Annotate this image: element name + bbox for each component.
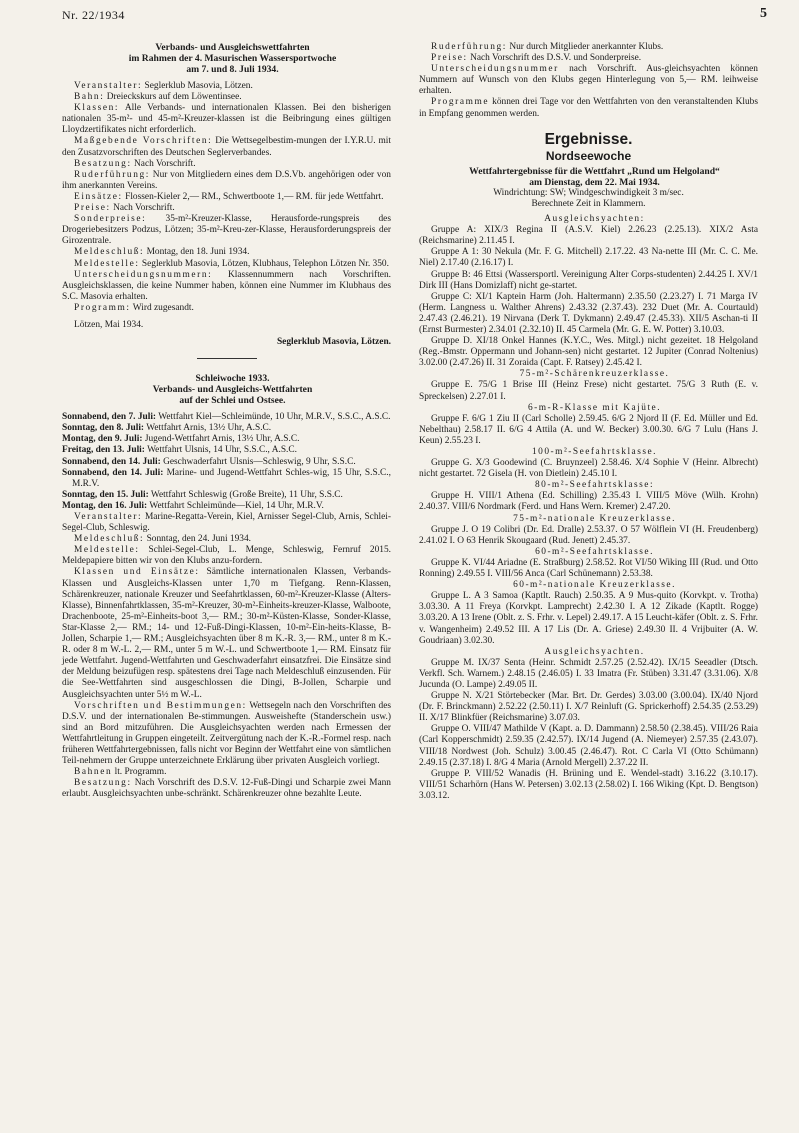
result-entry: Gruppe A: XIX/3 Regina II (A.S.V. Kiel) 2.26.23 (2.25.13). XIX/2 Asta (Reichsmarine) 2.11.45 I. (419, 225, 758, 247)
signature: Seglerklub Masovia, Lötzen. (276, 337, 391, 348)
class-heading: 60-m²-Seefahrtsklasse. (535, 546, 654, 557)
regulation-key: Maßgebende Vorschriften: (74, 136, 213, 147)
schedule-date: Sonnabend, den 7. Juli: (62, 412, 157, 423)
race-meta: Windrichtung: SW; Windgeschwindigkeit 3 m/sec. (493, 187, 684, 198)
regulation-text: 35-m²-Kreuzer-Klasse, Herausforde-rungspreis des Drogeriebesitzers Podzus, Lötzen; 35-m²-Kreu-zer-Klasse, Herausforderungspreis der Girozentrale. (62, 214, 391, 247)
schedule-entry (62, 501, 391, 512)
result-entry: Gruppe O. VIII/47 Mathilde V (Kapt. a. D. Dammann) 2.58.50 (2.38.45). VIII/26 Raia (Carl Kopperschmidt) 2.59.35 (2.42.57). IX/14 Jugend (A. Niemeyer) 2.57.35 (2.43.07). VIII/18 Nordwest (Joh. Schulz) 3.00.45 (2.46.47). Rot. C Carla VI (Otto Schümann) 2.49.15 (2.37.18) I. 8/G 4 Maria (Arnold Mergell) 2.37.22 II. (419, 724, 758, 768)
event-name: Nordseewoche (545, 148, 632, 163)
result-entry: Gruppe G. X/3 Goodewind (C. Bruynzeel) 2.58.46. X/4 Sophie V (Heinr. Albrecht) nicht gestartet. 72 Gisela (H. von Dietlein) 2.45.10 I. (419, 458, 758, 480)
class-heading: 75-m²-Schärenkreuzerklasse. (519, 369, 670, 380)
regulation-paragraph (62, 270, 391, 303)
section-divider (197, 358, 257, 359)
regulation-key: Programme (431, 97, 490, 108)
place-date: Lötzen, Mai 1934. (74, 319, 144, 330)
schedule-text: Wettfahrt Arnis, 13½ Uhr, A.S.C. (144, 423, 272, 434)
regulation-paragraph (62, 159, 391, 170)
schedule-entry (62, 490, 391, 501)
regulation-paragraph (62, 778, 391, 800)
schedule-date: Sonntag, den 8. Juli: (62, 423, 145, 434)
regulation-text: Sämtliche internationalen Klassen, Verbands-Klassen und Ausgleichs-Klassen unter 1,70 m Tiefgang. Renn-Klassen, Schärenkreuzer, nationale Kreuzer und Seefahrtklassen, 60-m²-Kreuzer-Klasse (Alters-Klasse), Binnenfahrtklassen, 35-m²-Kreuzer, 30-m²-Einheits-kreuzer-Klasse, Walboote, Drachenboote, 25-m²-Einheits-boot 3,— RM.; 30-m²-Küsten-Klasse, Sonder-Klasse, Star-Klasse 2,— RM.; 14- und 12-Fuß-Dingi-Klassen, 10-m²-Ein-heits-Klasse, B-Jollen, Scharpie 1,— RM.; Ausgleichsyachten über 8 m K.-R. 3,— RM., unter 8 m K.-R. oder 8 m W.-L. 2,— RM., unter 5 m W.-L. und Schwertboote 1,— RM. Einsatz für jede Wettfahrt. Jugend-Wettfahrten und Geschwaderfahrt einsatzfrei. Die Einsätze sind der Meldung beizufügen resp. spätestens drei Tage nach Meldeschluß einzusenden. Für die See-Wettfahrten sind ausgeschlossen die Dingi, B-Jollen, Scharpie und Ausgleichsyachten unter 5½ m W.-L. (62, 567, 391, 700)
schedule-text: Wettfahrt Schleimünde—Kiel, 14 Uhr, M.R.V. (147, 500, 324, 511)
regulation-text: Nach Vorschrift. (131, 158, 196, 169)
schedule-entry (62, 423, 391, 434)
regulation-key: Ruderführung: (74, 169, 150, 180)
race-meta: Berechnete Zeit in Klammern. (531, 198, 646, 209)
regulation-paragraph (419, 42, 758, 53)
regulation-text: Nach Vorschrift des D.S.V. 12-Fuß-Dingi und Scharpie zwei Mann erlaubt. Ausgleichsyachten unbe-schränkt. Schärenkreuzer ohne bezahlte Leute. (62, 778, 391, 800)
regulation-text: Dreieckskurs auf dem Löwentinsee. (104, 92, 242, 103)
result-entry: Gruppe A 1: 30 Nekula (Mr. F. G. Mitchell) 2.17.22. 43 Na-nette III (Mr. C. C. Me. Niel) 2.17.40 (2.16.17) I. (419, 247, 758, 269)
regulation-paragraph (62, 81, 391, 92)
regulation-key: Klassen: (74, 103, 120, 114)
regulation-text: Sonntag, den 24. Juni 1934. (144, 534, 252, 545)
regulation-text: Die Wettsegelbestim-mungen der I.Y.R.U. mit den Zusatzvorschriften des Deutschen Seglerverbandes. (62, 136, 391, 158)
class-heading: 60-m²-nationale Kreuzerklasse. (513, 580, 676, 591)
regulation-key: Veranstalter: (74, 512, 143, 522)
schedule-entry (62, 434, 391, 445)
section-title-line: am 7. und 8. Juli 1934. (186, 64, 279, 75)
schedule-entry (62, 468, 391, 490)
result-entry: Gruppe D. XI/18 Onkel Hannes (K.Y.C., Wes. Mitgl.) nicht gezeitet. 18 Helgoland (Reg.-Bmstr. Oppermann und Johann-sen) nicht gestartet. 12 Jupiter (Conrad Noltenius) 3.02.00 (2.47.26) II. 31 Zoraida (Capt. F. Ratsey) 2.45.42 I. (419, 336, 758, 369)
regulation-key: Bahn: (74, 92, 105, 103)
schedule-text: Wettfahrt Ulsnis, 14 Uhr, S.S.C., A.S.C. (144, 445, 297, 456)
regulation-paragraph (419, 97, 758, 119)
page-number: 5 (760, 6, 767, 21)
regulation-paragraph (62, 247, 391, 258)
class-heading: Ausgleichsyachten. (544, 646, 645, 657)
regulation-key: Meldestelle: (74, 545, 140, 556)
regulation-list (62, 81, 391, 314)
regulation-key: Meldeschluß: (74, 534, 145, 545)
regulation-key: Bahnen (74, 767, 113, 778)
schedule-date: Freitag, den 13. Juli: (62, 445, 145, 456)
regulation-paragraph (419, 53, 758, 64)
class-heading: 75-m²-nationale Kreuzerklasse. (513, 513, 676, 524)
section-masurische-wassersportwoche (62, 42, 391, 348)
section-schleiwoche (62, 373, 391, 800)
result-entry: Gruppe K. VI/44 Ariadne (E. Straßburg) 2.58.52. Rot VI/50 Wiking III (Rud. und Otto Ronning) 2.49.55 I. VIII/56 Anca (Carl Schünemann) 2.53.38. (419, 557, 758, 580)
schedule-entry (62, 412, 391, 423)
section-title-line: Verbands- und Ausgleichswettfahrten (155, 42, 310, 53)
regulation-text: Seglerklub Masovia, Lötzen. (142, 81, 253, 91)
regulation-text: Wird zugesandt. (130, 302, 194, 313)
regulation-text: Flossen-Kieler 2,— RM., Schwertboote 1,— RM. für jede Wettfahrt. (122, 191, 384, 202)
regulation-key: Meldeschluß: (74, 247, 145, 258)
regulation-paragraph (62, 170, 391, 192)
class-heading: 6-m-R-Klasse mit Kajüte. (527, 402, 662, 413)
regulation-key: Besatzung: (74, 778, 132, 789)
regulation-paragraph (419, 64, 758, 97)
regulation-paragraph (62, 567, 391, 700)
regulation-paragraph (62, 767, 391, 778)
regulation-text: nach Vorschrift. Aus-gleichsyachten können Nummern auf Wunsch von den Klubs gegen Hinterlegung von 5,— RM. leihweise erhalten. (419, 64, 758, 97)
section-title-line: Schleiwoche 1933. (195, 373, 270, 385)
regulation-paragraph (62, 545, 391, 567)
schedule-text: Wettfahrt Schleswig (Große Breite), 11 Uhr, S.S.C. (148, 489, 343, 500)
regulation-paragraph (62, 136, 391, 158)
regulation-key: Ruderführung: (431, 42, 507, 52)
schedule-date: Sonntag, den 15. Juli: (62, 489, 149, 500)
regulation-paragraph (62, 701, 391, 768)
regulation-text: Marine-Regatta-Verein, Kiel, Arnisser Segel-Club, Arnis, Schlei-Segel-Club, Schleswig. (62, 512, 391, 534)
regulation-key: Klassen und Einsätze: (74, 567, 200, 578)
schedule-list (62, 412, 391, 512)
result-entry: Gruppe N. X/21 Störtebecker (Mar. Brt. Dr. Gerdes) 3.03.00 (3.00.04). IX/40 Njord (Dr. F. Brinckmann) 2.52.22 (2.50.11) I. X/7 Reinluft (G. Sprickerhoff) 2.54.35 (2.53.29) II. X/17 Blinkfüer (Reichsmarine) 3.07.03. (419, 691, 758, 724)
schedule-entry (62, 445, 391, 456)
result-entry: Gruppe B: 46 Ettsi (Wassersportl. Vereinigung Alter Corps-studenten) 2.44.25 I. XV/1 Dirk III (Hans Domizlaff) nicht ge-startet. (419, 269, 758, 291)
regulation-text: Nur durch Mitglieder anerkannter Klubs. (507, 42, 664, 52)
regulation-paragraph (62, 103, 391, 136)
regulation-key: Meldestelle: (74, 258, 140, 269)
regulation-text: Alle Verbands- und internationalen Klassen. Bei den bisherigen nationalen 35-m²- und 45-m²-Kreuzer-klassen ist die Beibringung eines gültigen Lloydzertifikates nicht erforderlich. (62, 103, 391, 136)
regulation-paragraph (62, 214, 391, 247)
regulation-paragraph (62, 259, 391, 270)
regulation-key: Veranstalter: (74, 81, 143, 91)
regulation-text: lt. Programm. (112, 767, 167, 778)
schedule-text: Marine- und Jugend-Wettfahrt Schles-wig, 15 Uhr, S.S.C., M.R.V. (72, 467, 391, 489)
regulation-paragraph (62, 92, 391, 103)
results-list (419, 214, 758, 802)
regulation-key: Besatzung: (74, 158, 132, 169)
regulation-key: Unterscheidungsnummern: (74, 269, 213, 280)
schedule-date: Sonnabend, den 14. Juli: (62, 467, 164, 478)
regulation-text: Montag, den 18. Juni 1934. (144, 247, 250, 258)
schedule-text: Wettfahrt Kiel—Schleimünde, 10 Uhr, M.R.V., S.S.C., A.S.C. (156, 412, 391, 423)
regulation-text: Nur von Mitgliedern eines dem D.S.Vb. angehörigen oder von ihm anerkannten Vereins. (62, 169, 391, 191)
regulation-text: Nach Vorschrift des D.S.V. und Sonderpreise. (467, 53, 642, 64)
result-entry: Gruppe J. O 19 Colibri (Dr. Ed. Dralle) 2.53.37. O 57 Wölflein VI (H. Freudenberg) 2.41.02 I. O 63 Henrik Skougaard (Rud. Jenett) 2.45.37. (419, 524, 758, 546)
regulation-key: Preise: (431, 53, 468, 64)
result-entry: Gruppe P. VIII/52 Wanadis (H. Brüning und E. Wendel-stadt) 3.16.22 (3.10.17). VIII/51 Scharhörn (Hans W. Petersen) 3.02.13 (2.58.02) I. 166 Wiking (Kpt. D. Bengtson) 3.03.12. (419, 768, 758, 801)
result-entry: Gruppe M. IX/37 Senta (Heinr. Schmidt 2.57.25 (2.52.42). IX/15 Seeadler (Dtsch. Verkfl. Sch. Warnem.) 2.48.15 (2.46.05) I. 33 Imatra (Fr. Stüben) 3.31.47 (3.31.06). X/8 Jucunda (O. Lampe) 2.49.05 II. (419, 657, 758, 690)
left-column (62, 42, 391, 800)
regulation-key: Unterscheidungsnummer (431, 64, 559, 75)
schedule-date: Sonnabend, den 14. Juli: (62, 456, 161, 467)
schedule-date: Montag, den 9. Juli: (62, 434, 143, 445)
regulation-paragraph (62, 203, 391, 214)
result-entry: Gruppe H. VIII/1 Athena (Ed. Schilling) 2.35.43 I. VIII/5 Möve (Wilh. Krohn) 2.40.37. VIII/6 Nordmark (Ferd. und Hans Wern. Kremer) 2.47.20. (419, 491, 758, 513)
schedule-date: Montag, den 16. Juli: (62, 500, 148, 511)
regulation-key: Programm: (74, 302, 131, 313)
regulation-key: Preise: (74, 203, 111, 214)
regulation-list (419, 42, 758, 120)
regulation-text: Nach Vorschrift. (110, 203, 175, 214)
schedule-entry (62, 457, 391, 468)
regulation-paragraph (62, 534, 391, 545)
regulation-paragraph (62, 512, 391, 534)
regulation-key: Vorschriften und Bestimmungen: (74, 700, 247, 711)
regulation-text: Schlei-Segel-Club, L. Menge, Schleswig, Fernruf 2015. Meldepapiere bitten wir von den Klubs anzu-fordern. (62, 545, 391, 567)
result-entry: Gruppe E. 75/G 1 Brise III (Heinz Frese) nicht gestartet. 75/G 3 Ruth (E. v. Spreckelsen) 2.27.01 I. (419, 380, 758, 402)
result-entry: Gruppe L. A 3 Samoa (Kaptlt. Rauch) 2.50.35. A 9 Mus-quito (Korvkpt. v. Trotha) 3.03.30. A 11 Freya (Korvkpt. Lamprecht) 2.42.30 I. A 12 Zikade (Kaptlt. Rogge) 3.03.20. A 13 Irene (Oblt. z. S. Frhr. v. Lepel) 2.49.17. A 15 Leucht-käfer (Oblt. z. S. Frhr. v. Wangenheim) 2.49.52 III. A 17 Lis (Dr. A. Griese) 2.49.30 II. 4 Vrijbuiter (A. W. Goudriaan) 3.02.30. (419, 591, 758, 646)
class-heading: 100-m²-Seefahrtsklasse. (531, 447, 658, 457)
regulation-text: Seglerklub Masovia, Lötzen, Klubhaus, Telephon Lötzen Nr. 350. (139, 258, 389, 269)
regulation-paragraph (62, 192, 391, 203)
regulation-text: Klassennummern nach Vorschriften. Ausgleichsklassen, die keine Nummer haben, können eine Nummer im Klubhaus des S.C. Masovia erhalten. (62, 269, 391, 302)
regulation-list (62, 512, 391, 800)
schedule-text: Jugend-Wettfahrt Arnis, 13½ Uhr, A.S.C. (142, 434, 300, 445)
regulation-paragraph (62, 303, 391, 314)
schedule-text: Geschwaderfahrt Ulsnis—Schleswig, 9 Uhr, S.S.C. (160, 456, 356, 467)
issue-number: Nr. 22/1934 (62, 8, 125, 22)
section-title-line: im Rahmen der 4. Masurischen Wassersportwoche (128, 53, 337, 64)
result-entry: Gruppe F. 6/G 1 Ziu II (Carl Scholle) 2.59.45. 6/G 2 Njord II (F. Ed. Müller und Ed. Nebelthau) 2.58.17 II. 6/G 4 Attila (A. und W. Becker) 3.00.30. 6/G 7 Lulu (Hans J. Keun) 2.55.23 I. (419, 413, 758, 446)
section-title-line: Verbands- und Ausgleichs-Wettfahrten (152, 384, 313, 396)
regulation-key: Einsätze: (74, 191, 123, 202)
regulation-text: Wettsegeln nach den Vorschriften des D.S.V. und der internationalen Be-stimmungen. Ausweishefte (Standerschein usw.) sind an Bord mitzuführen. Die Ausgleichsyachten werden nach Ermessen der Wettfahrtleitung in Gruppen eingeteilt. Zeitvergütung nach der K.-R.-Formel resp. nach früheren Wettfahrtergebnissen, falls nicht vor Beginn der Wettfahrt eine von sämtlichen Teil-nehmern der Gruppe unterzeichnete Erklärung über privaten Ausgleich vorliegt. (62, 700, 391, 767)
class-heading: Ausgleichsyachten: (544, 214, 645, 225)
class-heading: 80-m²-Seefahrtsklasse: (534, 480, 655, 491)
race-title-line: am Dienstag, dem 22. Mai 1934. (529, 176, 660, 188)
result-entry: Gruppe C: XI/1 Kaptein Harm (Joh. Haltermann) 2.35.50 (2.23.27) I. 71 Marga IV (Herm. Langness u. Walther Ahrens) 2.43.32 (2.37.43). 232 Duet (Mr. A. Courtauld) 2.47.43 (2.46.21). 19 Nirvana (Derk T. Dykmann) 2.49.47 (2.45.33). XII/5 Aschan-ti II (Ernst Burmester) 2.34.01 (2.32.10) II. 45 Carmela (Mr. G. E. W. Potter) 3.10.03. (419, 291, 758, 335)
race-title-line: Wettfahrtergebnisse für die Wettfahrt „Rund um Helgoland“ (469, 165, 720, 177)
regulation-key: Sonderpreise: (74, 214, 147, 225)
results-heading: Ergebnisse. (544, 130, 633, 148)
right-column (419, 42, 758, 802)
section-title-line: auf der Schlei und Ostsee. (179, 395, 286, 407)
regulation-text: können drei Tage vor den Wettfahrten von den veranstaltenden Klubs in Empfang genommen werden. (419, 97, 758, 119)
